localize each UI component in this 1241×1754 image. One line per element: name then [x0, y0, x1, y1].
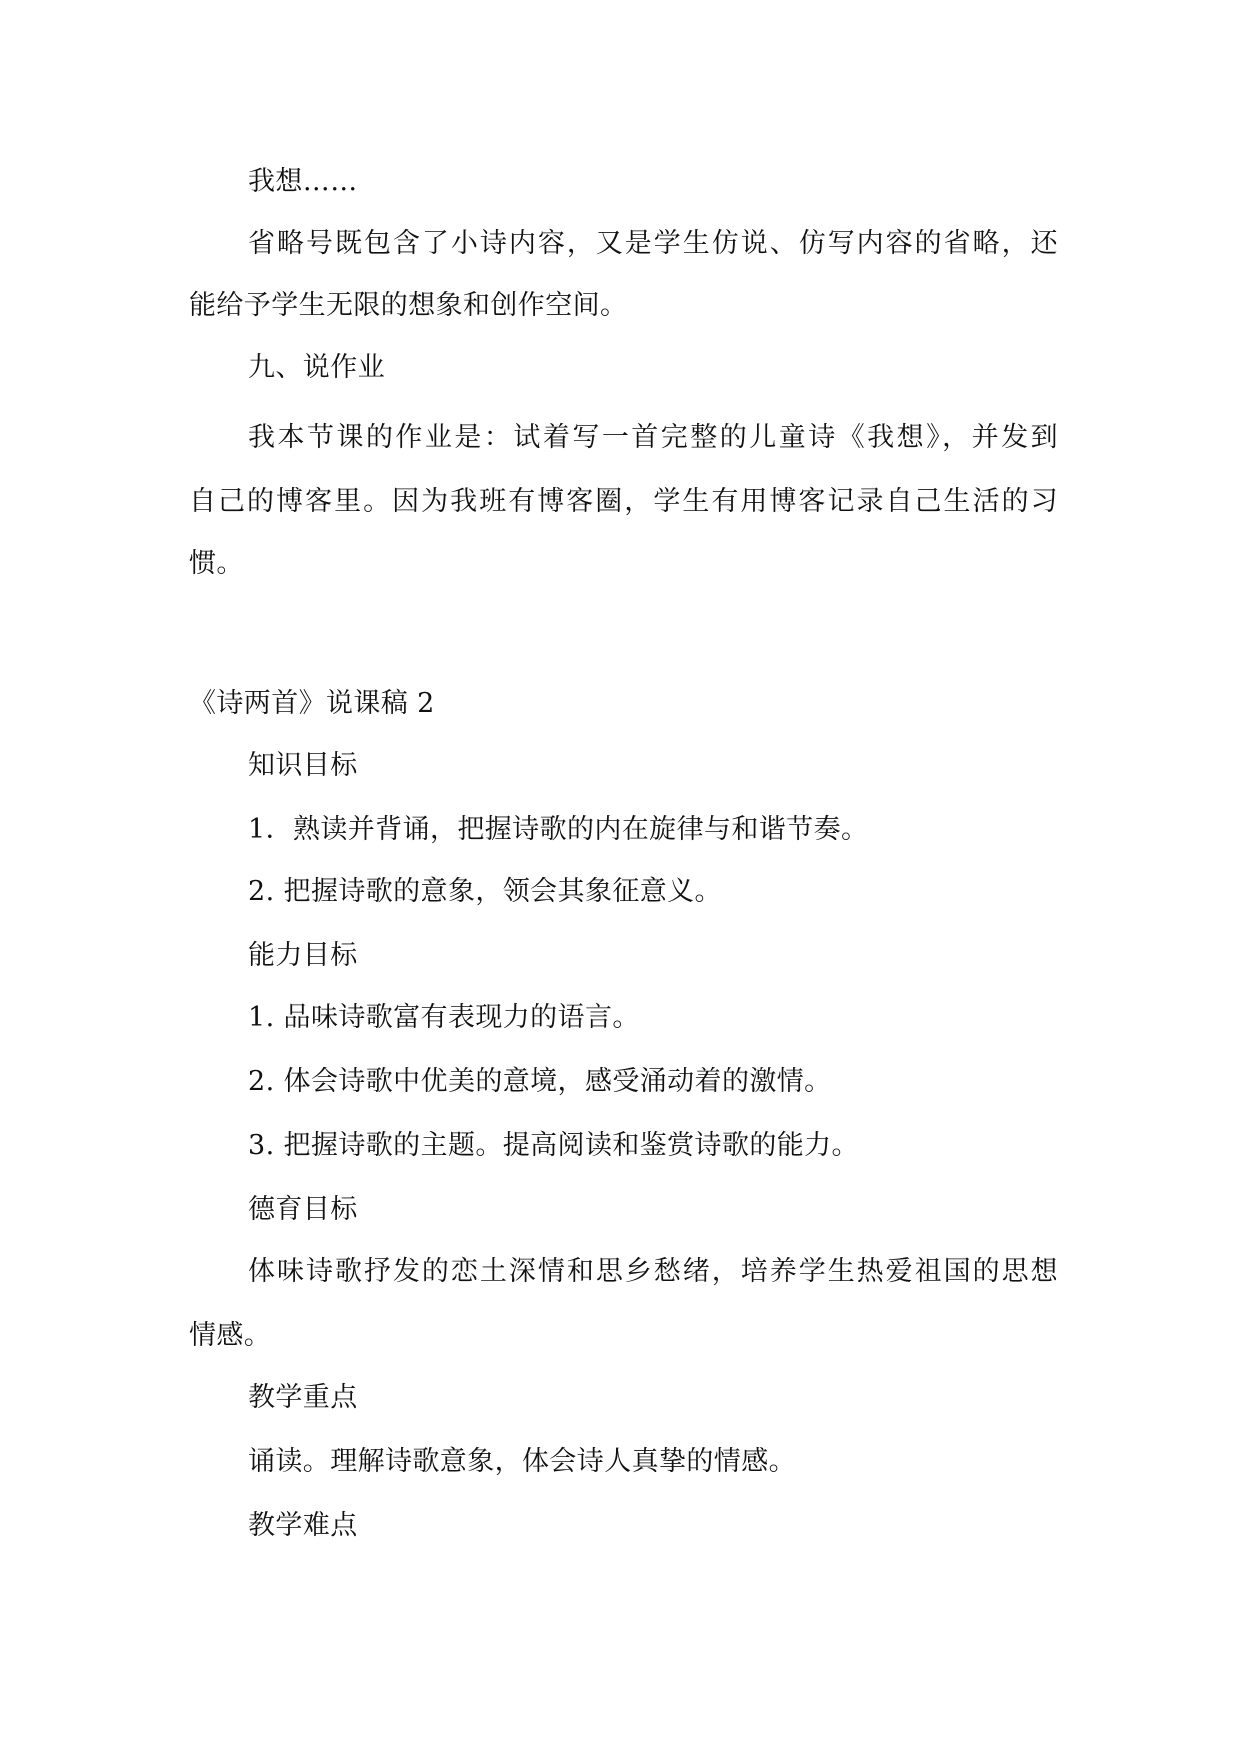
paragraph-line: 能给予学生无限的想象和创作空间。 — [189, 290, 628, 321]
paragraph-line: 诵读。理解诗歌意象，体会诗人真挚的情感。 — [248, 1446, 796, 1477]
section-heading: 知识目标 — [248, 750, 358, 781]
list-item: 1. 品味诗歌富有表现力的语言。 — [248, 1002, 640, 1033]
paragraph-line: 体味诗歌抒发的恋土深情和思乡愁绪，培养学生热爱祖国的思想 — [248, 1256, 1058, 1287]
paragraph-line: 我本节课的作业是：试着写一首完整的儿童诗《我想》，并发到 — [248, 422, 1058, 453]
paragraph-line: 情感。 — [189, 1320, 272, 1351]
document-title: 《诗两首》说课稿 2 — [189, 688, 435, 719]
section-heading: 教学难点 — [248, 1510, 358, 1541]
paragraph-line: 惯。 — [189, 548, 244, 579]
paragraph-line: 省略号既包含了小诗内容，又是学生仿说、仿写内容的省略，还 — [248, 228, 1058, 259]
section-heading: 教学重点 — [248, 1382, 358, 1413]
list-item: 2. 把握诗歌的意象，领会其象征意义。 — [248, 876, 722, 907]
list-item: 2. 体会诗歌中优美的意境，感受涌动着的激情。 — [248, 1066, 832, 1097]
section-heading: 德育目标 — [248, 1194, 358, 1225]
list-item: 3. 把握诗歌的主题。提高阅读和鉴赏诗歌的能力。 — [248, 1130, 859, 1161]
section-heading: 能力目标 — [248, 940, 358, 971]
text-line: 我想…… — [248, 166, 358, 197]
paragraph-line: 自己的博客里。因为我班有博客圈，学生有用博客记录自己生活的习 — [189, 486, 1058, 517]
list-item: 1．熟读并背诵，把握诗歌的内在旋律与和谐节奏。 — [248, 814, 869, 845]
section-heading: 九、说作业 — [248, 352, 385, 383]
